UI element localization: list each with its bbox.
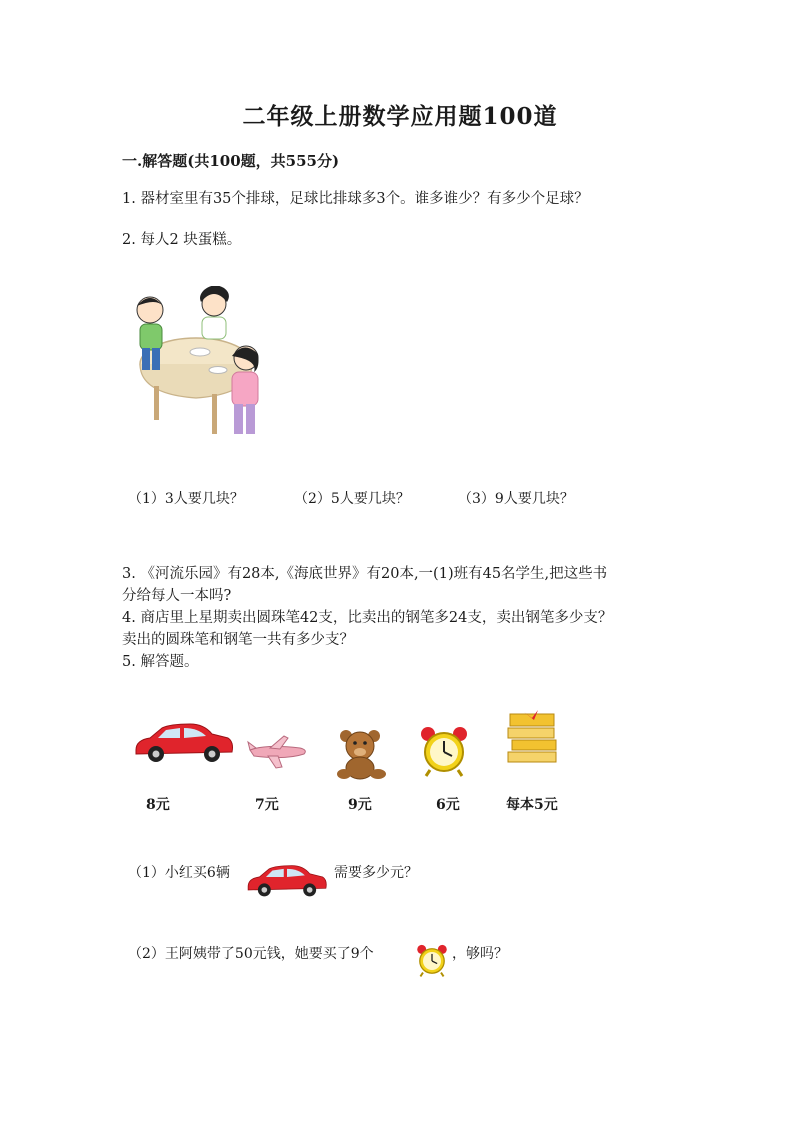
q5-sub-1-question: 需要多少元？ bbox=[334, 865, 418, 881]
price-clock: 6元 bbox=[436, 797, 460, 813]
children-table-illustration bbox=[128, 286, 268, 446]
alarm-clock-icon bbox=[416, 726, 472, 778]
question-2: 2. 每人2 块蛋糕。 bbox=[122, 232, 242, 248]
q2-sub-1: （1）3人要几块？ bbox=[128, 491, 244, 507]
q2-sub-3: （3）9人要几块？ bbox=[458, 491, 574, 507]
section-header: 一.解答题(共100题，共555分) bbox=[122, 152, 340, 170]
question-5: 5. 解答题。 bbox=[122, 654, 199, 670]
teddy-bear-icon bbox=[334, 728, 390, 780]
page-title: 二年级上册数学应用题100道 bbox=[242, 103, 558, 130]
question-1: 1. 器材室里有35个排球，足球比排球多3个。谁多谁少？有多少个足球？ bbox=[122, 191, 589, 207]
price-plane: 7元 bbox=[255, 797, 279, 813]
toy-plane-icon bbox=[246, 734, 310, 770]
books-icon bbox=[504, 708, 562, 764]
toy-car-icon bbox=[132, 722, 236, 764]
question-3-line-2: 分给每人一本吗? bbox=[122, 588, 232, 604]
alarm-clock-icon bbox=[414, 944, 450, 978]
question-3-line-1: 3. 《河流乐园》有28本,《海底世界》有20本,一(1)班有45名学生,把这些书 bbox=[122, 566, 608, 582]
q5-sub-1-text: （1）小红买6辆 bbox=[128, 865, 230, 881]
q5-sub-2-question: ，够吗？ bbox=[452, 946, 508, 962]
toy-car-icon bbox=[244, 864, 330, 898]
question-4-line-1: 4. 商店里上星期卖出圆珠笔42支，比卖出的钢笔多24支，卖出钢笔多少支？ bbox=[122, 610, 613, 626]
question-4-line-2: 卖出的圆珠笔和钢笔一共有多少支？ bbox=[122, 632, 354, 648]
price-bear: 9元 bbox=[348, 797, 372, 813]
q5-sub-2-text: （2）王阿姨带了50元钱，她要买了9个 bbox=[128, 946, 374, 962]
price-books: 每本5元 bbox=[506, 797, 558, 813]
q2-sub-2: （2）5人要几块？ bbox=[294, 491, 410, 507]
price-car: 8元 bbox=[146, 797, 170, 813]
